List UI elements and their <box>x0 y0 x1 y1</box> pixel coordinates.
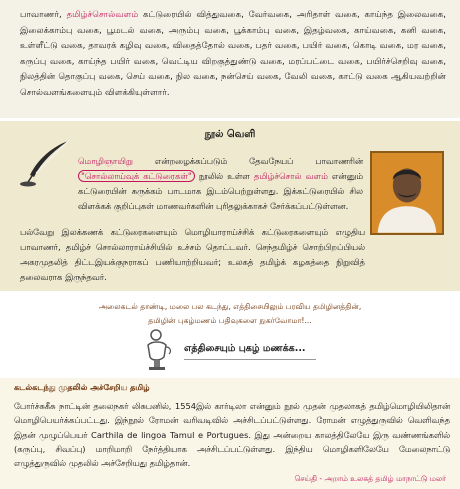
echo-section-title: எத்திசையும் புகழ் மணக்க... <box>184 343 306 354</box>
author-bio: பல்வேறு இலக்கணக் கட்டுரைகளையும் மொழியாராய்ச்சிக் கட்டுரைகளையும் எழுதிய பாவாணர், தமிழ்ச் சொல்லாராய்ச்சியில் உச்சம் தொட்டவர். செந்தமிழ்ச் சொற்பிறப்பியல் அகரமுதலித் திட்டஇயக்குநராகப் பணியாற்றியவர்; உலகத் தமிழ்க் கழகத்தை நிறுவித் தலைவராக இருந்தவர். <box>20 227 365 282</box>
news-section <box>0 378 460 489</box>
intro-lead: பாவாணர், <box>20 10 67 20</box>
book-text: என்னும் கட்டுரையின் சுருக்கம் பாடமாக இடம்பெற்றுள்ளது. இக்கட்டுரையில் சில விளக்கக் குறிப்புகள் மாணவர்களின் புரிதலுக்காகச் சேர்க்கப்பட்டுள்ளன. <box>78 171 363 211</box>
book-description <box>78 154 363 214</box>
book-name: "சொல்லாய்வுக் கட்டுரைகள்" <box>78 170 195 182</box>
news-heading: கடல்கடந்து முதலில் அச்சேறிய தமிழ் <box>14 383 150 392</box>
quill-pen-icon <box>18 139 70 187</box>
intro-highlight: தமிழ்ச்சொல்வளம் <box>66 10 139 20</box>
author-portrait <box>370 151 444 235</box>
perfume-lamp-icon <box>142 327 174 373</box>
news-body: போர்ச்சுகீசு நாட்டின் தலைநகர் லிசுபனில், 1554இல் கார்டிலா என்னும் நூல் முதன் முதலாகத் தமிழ்மொழியிலிதான் மொழிபெயர்க்கப்பட்டது. இந்நூல் ரோமன் வரிவடிவில் அச்சிடப்பட்டுள்ளது. ரோமன் எழுத்துருவில் வெளிவந்த இதன் முழுப்பெயர் Carthila de lingoa Tamul e Portugues. இது அன்றைய காலத்திலேயே இரு வண்ணங்களில் (கருப்பு, சிவப்பு) மாறிமாறி நேர்த்தியாக அச்சிடப்பட்டுள்ளது. இந்திய மொழிகளிலேயே மேலைநாட்டு எழுத்துருவில் முதலில் அச்சேறியது தமிழ்தான். <box>14 401 450 469</box>
intro-section <box>0 0 460 118</box>
news-source: செய்தி - அறாம் உலகத் தமிழ் மாநாட்டு மலர் <box>294 474 446 483</box>
book-section <box>0 121 460 291</box>
book-text: நூலில் உள்ள <box>194 171 254 181</box>
essay-name: தமிழ்ச்சொல் வளம் <box>253 171 328 181</box>
couplet-line-2: தமிழின் புகழ்மணம் பதிவுகளை நுகர்வோமா!... <box>148 316 312 325</box>
author-epithet: மொழிஞாயிறு <box>78 156 133 166</box>
intro-body: கட்டுரையில் வித்துவகை, வேர்வகை, அரிதாள் வகை, காய்ந்த இலைவகை, இலைக்காம்பு வகை, பூமடல் வகை, அரும்பு வகை, பூக்காம்பு வகை, இதழ்வகை, காய்வகை, கனி வகை, உள்ளீட்டு வகை, தாவரக் கழிவு வகை, விதைத்தோல் வகை, பதர் வகை, பயிர் வகை, கொடி வகை, மர வகை, கருப்பு வகை, காய்ந்த பயிர் வகை, வெட்டிய விறகுத்துண்டு வகை, மரப்பட்டை வகை, பயிர்ச்செறிவு வகை, நிலத்தின் தொகுப்பு வகை, செய் வகை, நில வகை, நன்செய் வகை, வேலி வகை, காட்டு வகை ஆகியவற்றின் சொல்வளங்களையும் விளக்கியுள்ளார். <box>20 10 446 98</box>
couplet-line-1: அலைகடல் தாண்டி, மலை பல கடந்து, எத்திசையிலும் பரவிய தமிழினத்தின், <box>98 302 362 311</box>
title-underline <box>184 359 316 360</box>
book-text: என்றழைக்கப்படும் தேவநேயப் பாவாணரின் <box>132 156 363 166</box>
book-title: நூல் வெளி <box>204 129 256 140</box>
couplet <box>0 300 460 328</box>
